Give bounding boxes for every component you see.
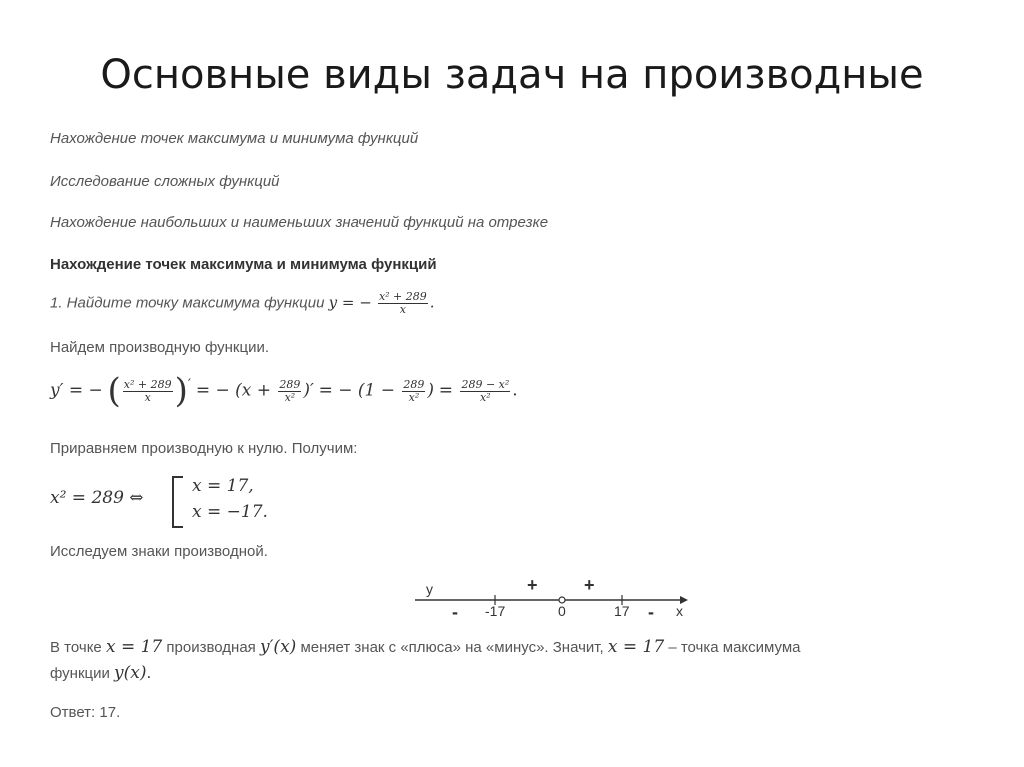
- tick-label-17: 17: [614, 603, 630, 619]
- fraction-denominator: x²: [408, 390, 420, 404]
- number-line-y-label: y: [426, 581, 433, 597]
- derivative-lhs: y′ = −: [50, 380, 103, 401]
- answer: Ответ: 17.: [50, 704, 121, 721]
- derivative-fraction-1: [123, 379, 173, 404]
- conclusion-text-1: В точке: [50, 639, 102, 656]
- prime-mark: ′: [187, 376, 192, 393]
- root-1-text: x = 17,: [192, 476, 254, 496]
- derivative-fraction-4: [460, 379, 510, 404]
- equation-root-2: [192, 502, 268, 522]
- derivative-fraction-2: [278, 379, 301, 404]
- topic-item-3: Нахождение наибольших и наименьших значений функций на отрезке: [50, 214, 549, 231]
- step-set-zero: Приравняем производную к нулю. Получим:: [50, 440, 358, 457]
- derivative-fraction-3: [402, 379, 425, 404]
- root-2-text: x = −17.: [192, 502, 268, 522]
- problem-prefix: 1. Найдите точку максимума функции: [50, 294, 325, 312]
- left-paren: (: [107, 371, 121, 411]
- topic-item-2: Исследование сложных функций: [50, 173, 280, 190]
- derivative-part-3a: (1 −: [357, 380, 401, 401]
- sign-minus-1: -: [452, 602, 458, 622]
- problem-lhs: y = −: [328, 293, 372, 312]
- fraction-denominator: x²: [480, 390, 491, 404]
- fraction-numerator: x² + 289: [123, 377, 172, 391]
- tick-label-minus-17: -17: [485, 603, 506, 619]
- problem-period: .: [429, 293, 435, 312]
- conclusion-line-2: [50, 663, 151, 683]
- derivative-part-3b: ): [427, 380, 435, 401]
- tick-label-0: 0: [558, 603, 566, 619]
- sign-plus-1: +: [527, 575, 538, 595]
- derivative-formula: [50, 371, 518, 411]
- equation-root-1: [192, 476, 254, 496]
- conclusion-math-2: y′(x): [259, 637, 297, 657]
- conclusion-math-4: y(x): [114, 663, 147, 683]
- sign-minus-2: -: [648, 602, 654, 622]
- conclusion-text-2: производная: [166, 639, 256, 656]
- fraction-denominator: x²: [284, 390, 296, 404]
- conclusion-text-4: – точка максимума: [668, 639, 801, 656]
- right-paren: ): [174, 371, 188, 411]
- fraction-denominator: x: [144, 390, 151, 404]
- derivative-part-2b: )′: [303, 380, 314, 401]
- derivative-period: .: [512, 380, 518, 401]
- conclusion-text-5: функции: [50, 665, 110, 682]
- step-sign-analysis: Исследуем знаки производной.: [50, 543, 268, 560]
- derivative-eq-1: = −: [195, 380, 236, 401]
- equation-lhs-text: x² = 289 ⇔: [50, 488, 144, 508]
- topic-item-1: Нахождение точек максимума и минимума функций: [50, 130, 419, 147]
- derivative-eq-2: = −: [318, 380, 358, 401]
- step-find-derivative: Найдем производную функции.: [50, 339, 269, 356]
- fraction-numerator: 289: [279, 377, 301, 391]
- conclusion-math-1: x = 17: [105, 637, 163, 657]
- problem-fraction: [378, 291, 428, 316]
- equation-lhs: [50, 488, 144, 508]
- fraction-numerator: 289 − x²: [461, 377, 510, 391]
- conclusion-text-3: меняет знак с «плюса» на «минус». Значит,: [300, 639, 604, 656]
- number-line-x-label: x: [676, 603, 683, 619]
- derivative-part-2a: (x +: [235, 380, 277, 401]
- problem-statement: [50, 291, 435, 316]
- conclusion-math-3: x = 17: [607, 637, 665, 657]
- conclusion-line-1: [50, 637, 801, 657]
- slide-title: Основные виды задач на производные: [100, 52, 924, 98]
- fraction-numerator: 289: [403, 377, 425, 391]
- derivative-eq-3: =: [438, 380, 459, 401]
- system-bracket: [172, 476, 183, 528]
- fraction-denominator: x: [399, 303, 406, 316]
- section-heading: Нахождение точек максимума и минимума функций: [50, 256, 437, 273]
- sign-plus-2: +: [584, 575, 595, 595]
- conclusion-period: .: [146, 664, 152, 682]
- fraction-numerator: x² + 289: [378, 290, 427, 303]
